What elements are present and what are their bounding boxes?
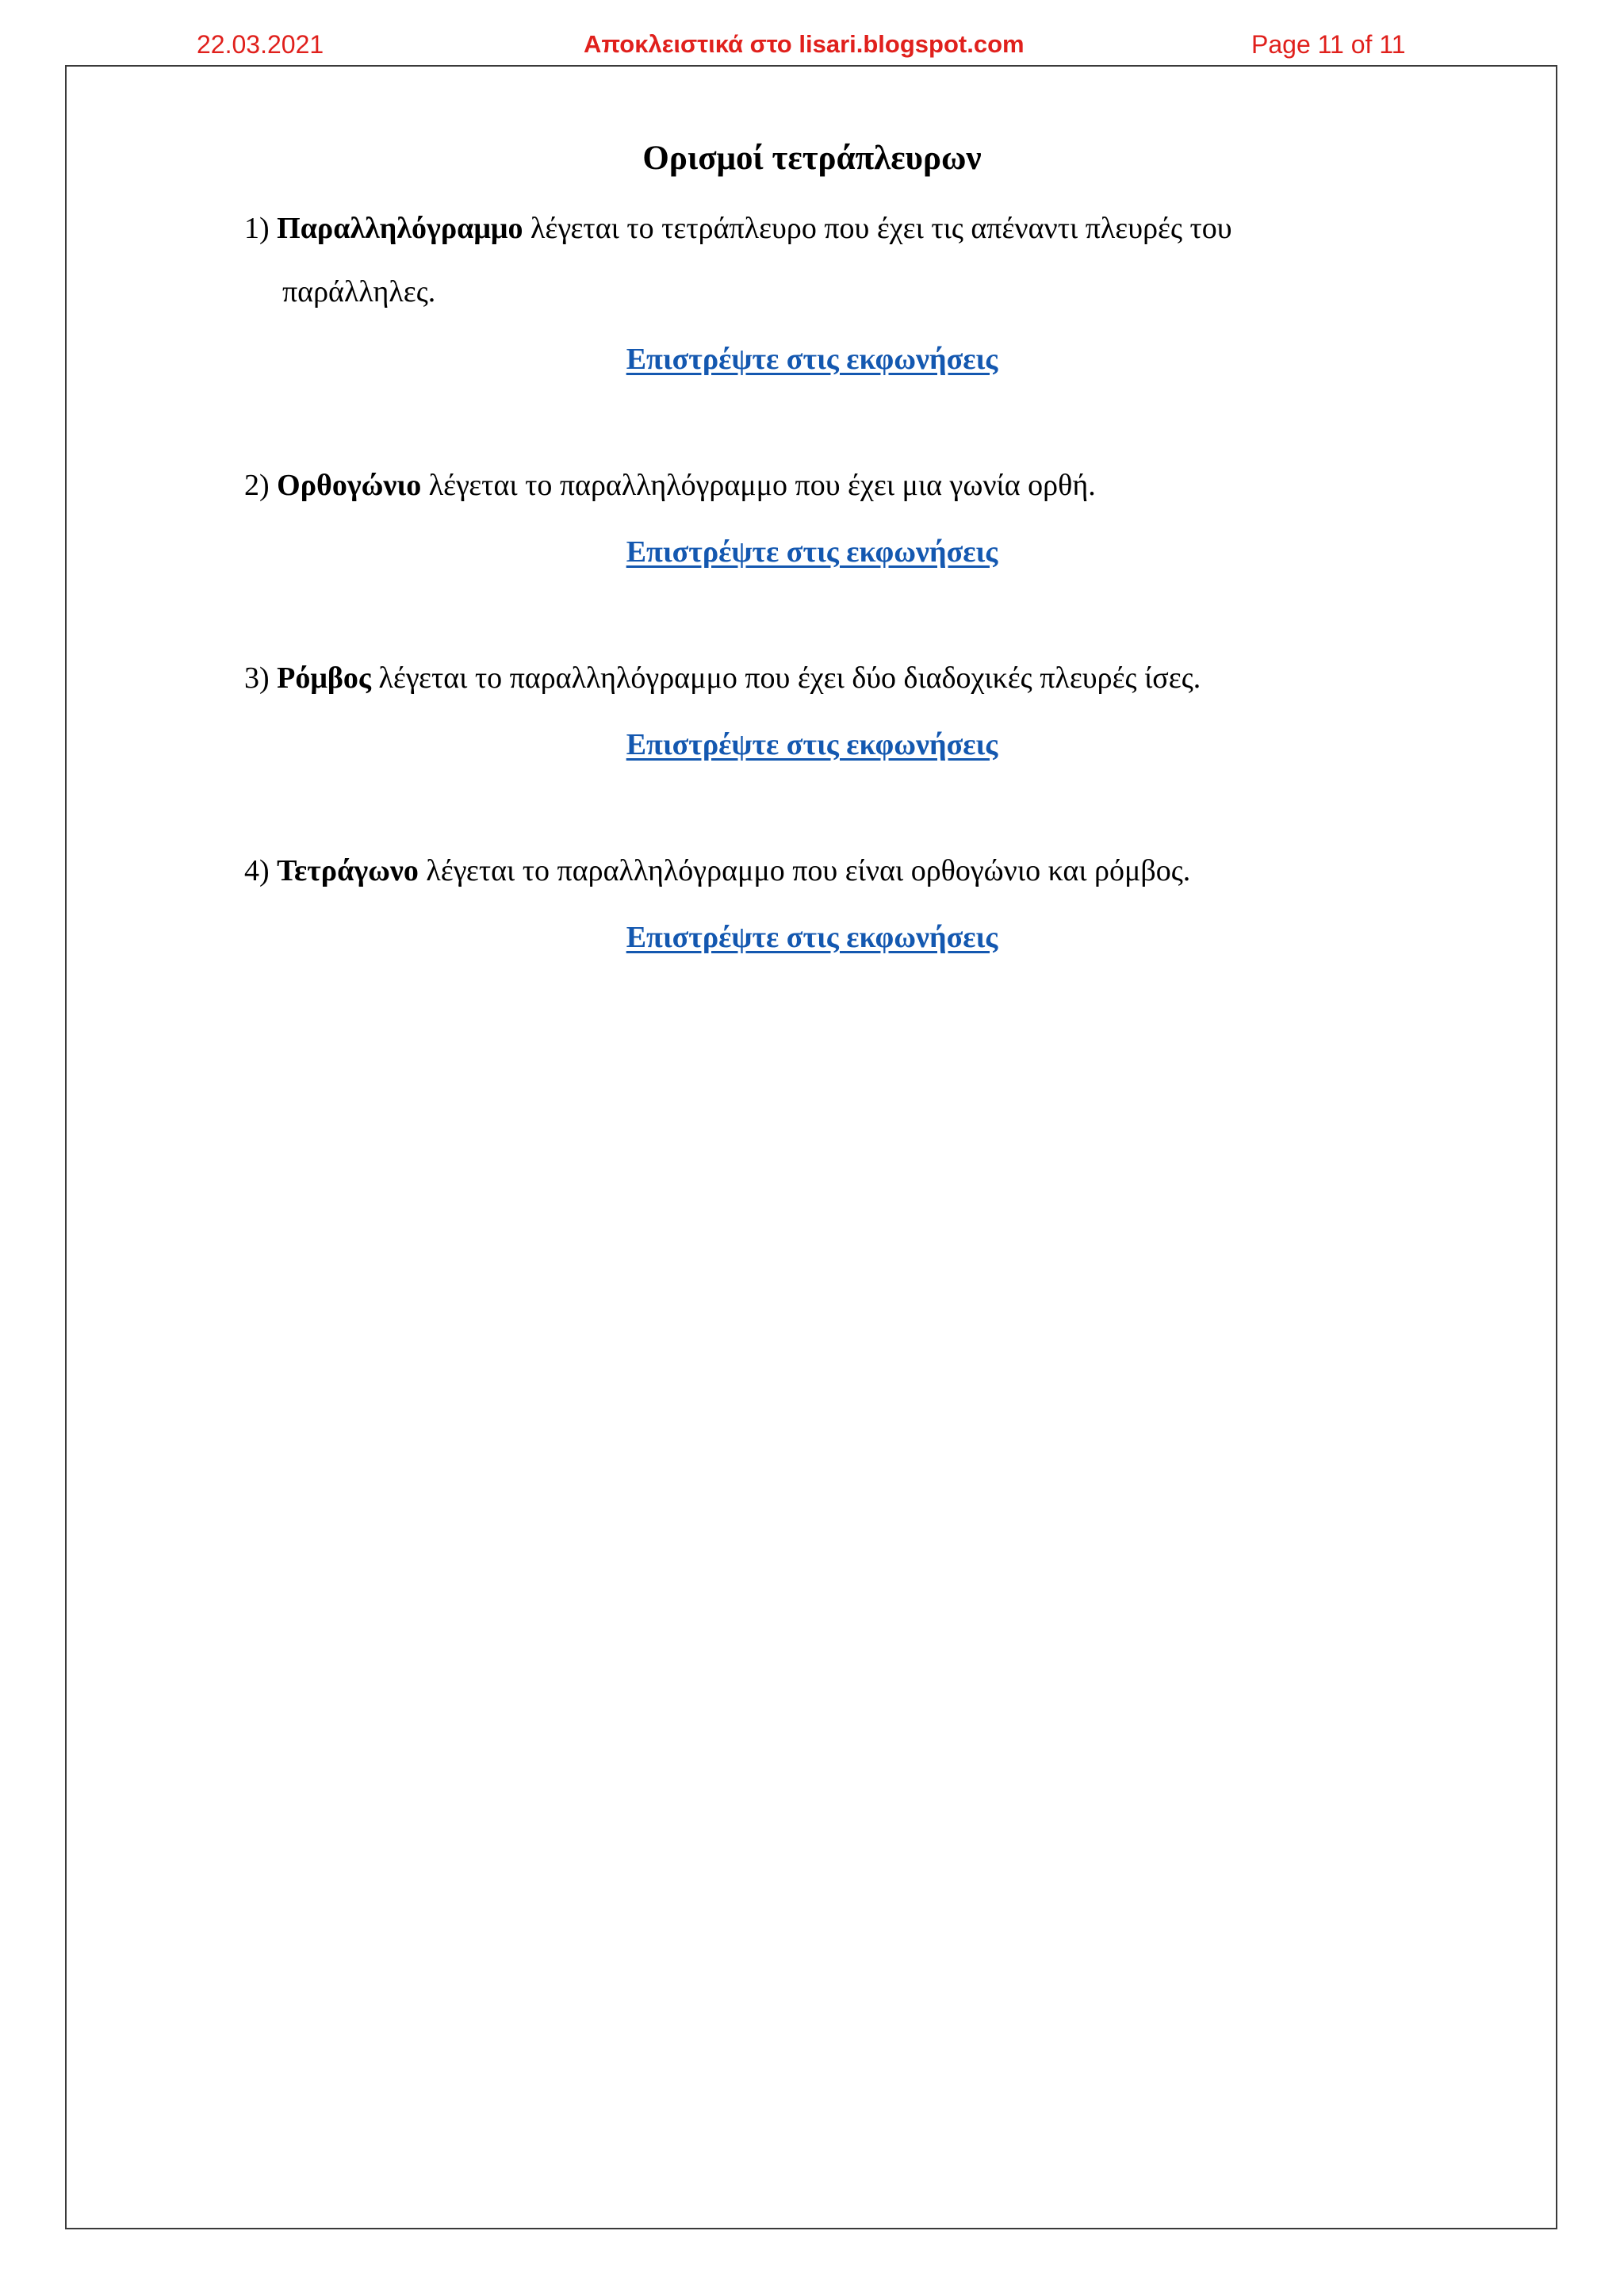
page-title: Ορισμοί τετράπλευρων bbox=[642, 140, 982, 177]
definition-text: λέγεται το τετράπλευρο που έχει τις απέναντι πλευρές του bbox=[530, 212, 1232, 245]
definition-3 bbox=[244, 658, 1201, 698]
definition-number: 1) bbox=[244, 212, 270, 245]
definition-1 bbox=[244, 209, 1232, 248]
definition-text: λέγεται το παραλληλόγραμμο που έχει δύο διαδοχικές πλευρές ίσες. bbox=[378, 661, 1201, 695]
definition-1-continuation: παράλληλες. bbox=[282, 275, 436, 309]
back-to-exercises-link-2[interactable]: Επιστρέψτε στις εκφωνήσεις bbox=[626, 535, 998, 569]
definition-2 bbox=[244, 466, 1096, 505]
header-site-notice: Αποκλειστικά στο lisari.blogspot.com bbox=[584, 30, 1025, 58]
definition-4 bbox=[244, 851, 1190, 891]
definition-term: Τετράγωνο bbox=[277, 854, 419, 887]
back-to-exercises-link-3[interactable]: Επιστρέψτε στις εκφωνήσεις bbox=[626, 728, 998, 761]
page-frame bbox=[65, 65, 1557, 2229]
definition-term: Ορθογώνιο bbox=[277, 469, 422, 502]
page-header bbox=[0, 0, 1624, 63]
definition-number: 4) bbox=[244, 854, 270, 887]
definition-term: Παραλληλόγραμμο bbox=[277, 212, 523, 245]
header-page-number: Page 11 of 11 bbox=[1251, 30, 1406, 59]
definition-number: 2) bbox=[244, 469, 270, 502]
definition-number: 3) bbox=[244, 661, 270, 695]
back-to-exercises-link-4[interactable]: Επιστρέψτε στις εκφωνήσεις bbox=[626, 921, 998, 954]
header-date: 22.03.2021 bbox=[197, 30, 324, 59]
definition-term: Ρόμβος bbox=[277, 661, 371, 695]
definition-text: λέγεται το παραλληλόγραμμο που είναι ορθογώνιο και ρόμβος. bbox=[426, 854, 1191, 887]
back-to-exercises-link-1[interactable]: Επιστρέψτε στις εκφωνήσεις bbox=[626, 343, 998, 376]
definition-text: λέγεται το παραλληλόγραμμο που έχει μια γωνία ορθή. bbox=[428, 469, 1096, 502]
